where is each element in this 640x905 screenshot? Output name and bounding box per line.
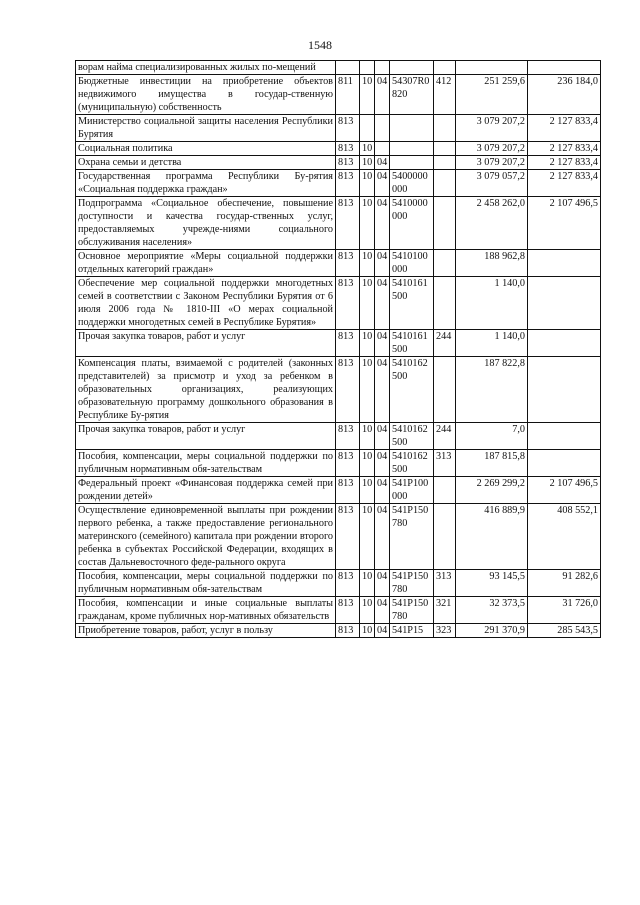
- amount-year-2: 2 127 833,4: [528, 170, 601, 197]
- table-row: [76, 423, 601, 450]
- table-row: [76, 277, 601, 330]
- table-row: [76, 142, 601, 156]
- amount-year-1: 416 889,9: [456, 504, 528, 570]
- subsection-code: 04: [375, 277, 390, 330]
- target-article-code: 5410162500: [390, 357, 434, 423]
- section-code: 10: [360, 75, 375, 115]
- item-name: Подпрограмма «Социальное обеспечение, повышение доступности и качества государ-ственных услуг, предоставляемых учрежде-ниями социального обслуживания населения»: [76, 197, 336, 250]
- subsection-code: 04: [375, 357, 390, 423]
- amount-year-1: 2 458 262,0: [456, 197, 528, 250]
- section-code: [360, 115, 375, 142]
- target-article-code: [390, 142, 434, 156]
- item-name: Компенсация платы, взимаемой с родителей (законных представителей) за присмотр и уход за ребенком в образовательных организациях, реализующих образовательную программу дошкольного образования в Республике Бу-рятия: [76, 357, 336, 423]
- table-row: [76, 250, 601, 277]
- expense-type-code: [434, 156, 456, 170]
- expense-type-code: [434, 61, 456, 75]
- target-article-code: 5410161500: [390, 330, 434, 357]
- amount-year-2: [528, 357, 601, 423]
- target-article-code: 54307R0820: [390, 75, 434, 115]
- ministry-code: 813: [336, 197, 360, 250]
- subsection-code: 04: [375, 597, 390, 624]
- amount-year-2: 236 184,0: [528, 75, 601, 115]
- amount-year-2: [528, 423, 601, 450]
- table-row: [76, 597, 601, 624]
- amount-year-2: [528, 330, 601, 357]
- ministry-code: 813: [336, 624, 360, 638]
- item-name: Пособия, компенсации, меры социальной поддержки по публичным нормативным обя-зательствам: [76, 570, 336, 597]
- section-code: 10: [360, 357, 375, 423]
- expense-type-code: [434, 504, 456, 570]
- table-row: [76, 61, 601, 75]
- table-row: [76, 330, 601, 357]
- budget-table: [75, 60, 601, 638]
- amount-year-2: 2 127 833,4: [528, 115, 601, 142]
- expense-type-code: [434, 115, 456, 142]
- ministry-code: 813: [336, 156, 360, 170]
- item-name: Пособия, компенсации, меры социальной поддержки по публичным нормативным обя-зательствам: [76, 450, 336, 477]
- table-row: [76, 570, 601, 597]
- amount-year-1: 3 079 207,2: [456, 142, 528, 156]
- subsection-code: [375, 61, 390, 75]
- subsection-code: 04: [375, 197, 390, 250]
- amount-year-1: 93 145,5: [456, 570, 528, 597]
- subsection-code: [375, 115, 390, 142]
- amount-year-1: 1 140,0: [456, 330, 528, 357]
- target-article-code: 541P150780: [390, 570, 434, 597]
- budget-table-body: [76, 61, 601, 638]
- amount-year-1: 187 815,8: [456, 450, 528, 477]
- section-code: 10: [360, 277, 375, 330]
- table-row: [76, 504, 601, 570]
- expense-type-code: 412: [434, 75, 456, 115]
- amount-year-2: 2 107 496,5: [528, 477, 601, 504]
- subsection-code: 04: [375, 330, 390, 357]
- item-name: Охрана семьи и детства: [76, 156, 336, 170]
- target-article-code: 541P15: [390, 624, 434, 638]
- expense-type-code: 313: [434, 570, 456, 597]
- section-code: 10: [360, 250, 375, 277]
- subsection-code: 04: [375, 170, 390, 197]
- table-row: [76, 624, 601, 638]
- section-code: 10: [360, 170, 375, 197]
- section-code: [360, 61, 375, 75]
- section-code: 10: [360, 597, 375, 624]
- amount-year-1: 32 373,5: [456, 597, 528, 624]
- subsection-code: 04: [375, 156, 390, 170]
- amount-year-1: 2 269 299,2: [456, 477, 528, 504]
- ministry-code: 813: [336, 450, 360, 477]
- expense-type-code: 321: [434, 597, 456, 624]
- amount-year-1: 291 370,9: [456, 624, 528, 638]
- amount-year-2: [528, 250, 601, 277]
- ministry-code: 813: [336, 142, 360, 156]
- amount-year-1: 3 079 207,2: [456, 156, 528, 170]
- ministry-code: 813: [336, 477, 360, 504]
- ministry-code: 813: [336, 277, 360, 330]
- expense-type-code: 313: [434, 450, 456, 477]
- amount-year-2: [528, 277, 601, 330]
- ministry-code: 813: [336, 423, 360, 450]
- amount-year-1: 7,0: [456, 423, 528, 450]
- amount-year-2: 91 282,6: [528, 570, 601, 597]
- subsection-code: 04: [375, 250, 390, 277]
- subsection-code: 04: [375, 477, 390, 504]
- target-article-code: 541P150780: [390, 504, 434, 570]
- expense-type-code: [434, 250, 456, 277]
- expense-type-code: 323: [434, 624, 456, 638]
- ministry-code: 813: [336, 330, 360, 357]
- amount-year-2: 31 726,0: [528, 597, 601, 624]
- section-code: 10: [360, 142, 375, 156]
- target-article-code: 541P100000: [390, 477, 434, 504]
- amount-year-2: 408 552,1: [528, 504, 601, 570]
- expense-type-code: 244: [434, 423, 456, 450]
- item-name: Социальная политика: [76, 142, 336, 156]
- subsection-code: [375, 142, 390, 156]
- table-row: [76, 357, 601, 423]
- subsection-code: 04: [375, 75, 390, 115]
- section-code: 10: [360, 504, 375, 570]
- target-article-code: 5410100000: [390, 250, 434, 277]
- section-code: 10: [360, 450, 375, 477]
- section-code: 10: [360, 156, 375, 170]
- ministry-code: 813: [336, 357, 360, 423]
- subsection-code: 04: [375, 504, 390, 570]
- subsection-code: 04: [375, 450, 390, 477]
- item-name: Осуществление единовременной выплаты при рождении первого ребенка, а также предоставление регионального материнского (семейного) капитала при рождении второго ребенка в субъектах Российской Федерации, входящих в состав Дальневосточного феде-рального округа: [76, 504, 336, 570]
- ministry-code: 813: [336, 250, 360, 277]
- target-article-code: 5410162500: [390, 423, 434, 450]
- amount-year-1: 3 079 057,2: [456, 170, 528, 197]
- section-code: 10: [360, 477, 375, 504]
- item-name: Министерство социальной защиты населения Республики Бурятия: [76, 115, 336, 142]
- amount-year-1: [456, 61, 528, 75]
- amount-year-2: 2 127 833,4: [528, 156, 601, 170]
- ministry-code: 813: [336, 570, 360, 597]
- target-article-code: 5410161500: [390, 277, 434, 330]
- item-name: ворам найма специализированных жилых по-мещений: [76, 61, 336, 75]
- expense-type-code: [434, 477, 456, 504]
- amount-year-2: 2 107 496,5: [528, 197, 601, 250]
- amount-year-2: 2 127 833,4: [528, 142, 601, 156]
- target-article-code: 5410162500: [390, 450, 434, 477]
- item-name: Пособия, компенсации и иные социальные выплаты гражданам, кроме публичных нор-мативных обязательств: [76, 597, 336, 624]
- section-code: 10: [360, 197, 375, 250]
- table-row: [76, 197, 601, 250]
- amount-year-1: 3 079 207,2: [456, 115, 528, 142]
- expense-type-code: [434, 142, 456, 156]
- table-row: [76, 170, 601, 197]
- item-name: Прочая закупка товаров, работ и услуг: [76, 330, 336, 357]
- ministry-code: 813: [336, 115, 360, 142]
- ministry-code: 813: [336, 504, 360, 570]
- table-row: [76, 115, 601, 142]
- expense-type-code: [434, 277, 456, 330]
- amount-year-1: 187 822,8: [456, 357, 528, 423]
- target-article-code: 5410000000: [390, 197, 434, 250]
- target-article-code: [390, 61, 434, 75]
- ministry-code: 813: [336, 170, 360, 197]
- item-name: Приобретение товаров, работ, услуг в пользу: [76, 624, 336, 638]
- amount-year-2: [528, 61, 601, 75]
- expense-type-code: [434, 357, 456, 423]
- table-row: [76, 477, 601, 504]
- target-article-code: [390, 115, 434, 142]
- section-code: 10: [360, 624, 375, 638]
- target-article-code: 541P150780: [390, 597, 434, 624]
- subsection-code: 04: [375, 570, 390, 597]
- item-name: Государственная программа Республики Бу-рятия «Социальная поддержка граждан»: [76, 170, 336, 197]
- table-row: [76, 156, 601, 170]
- target-article-code: [390, 156, 434, 170]
- ministry-code: 811: [336, 75, 360, 115]
- item-name: Основное мероприятие «Меры социальной поддержки отдельных категорий граждан»: [76, 250, 336, 277]
- table-row: [76, 450, 601, 477]
- target-article-code: 5400000000: [390, 170, 434, 197]
- item-name: Федеральный проект «Финансовая поддержка семей при рождении детей»: [76, 477, 336, 504]
- ministry-code: 813: [336, 597, 360, 624]
- amount-year-2: 285 543,5: [528, 624, 601, 638]
- section-code: 10: [360, 423, 375, 450]
- subsection-code: 04: [375, 624, 390, 638]
- subsection-code: 04: [375, 423, 390, 450]
- amount-year-1: 1 140,0: [456, 277, 528, 330]
- item-name: Бюджетные инвестиции на приобретение объектов недвижимого имущества в государ-ственную (муниципальную) собственность: [76, 75, 336, 115]
- amount-year-1: 251 259,6: [456, 75, 528, 115]
- table-row: [76, 75, 601, 115]
- section-code: 10: [360, 330, 375, 357]
- expense-type-code: 244: [434, 330, 456, 357]
- item-name: Прочая закупка товаров, работ и услуг: [76, 423, 336, 450]
- expense-type-code: [434, 170, 456, 197]
- expense-type-code: [434, 197, 456, 250]
- ministry-code: [336, 61, 360, 75]
- amount-year-2: [528, 450, 601, 477]
- item-name: Обеспечение мер социальной поддержки многодетных семей в соответствии с Законом Республики Бурятия от 6 июля 2006 года № 1810-III «О мерах социальной поддержки многодетных семей в Республике Бурятия»: [76, 277, 336, 330]
- page-number: 1548: [308, 38, 332, 52]
- section-code: 10: [360, 570, 375, 597]
- amount-year-1: 188 962,8: [456, 250, 528, 277]
